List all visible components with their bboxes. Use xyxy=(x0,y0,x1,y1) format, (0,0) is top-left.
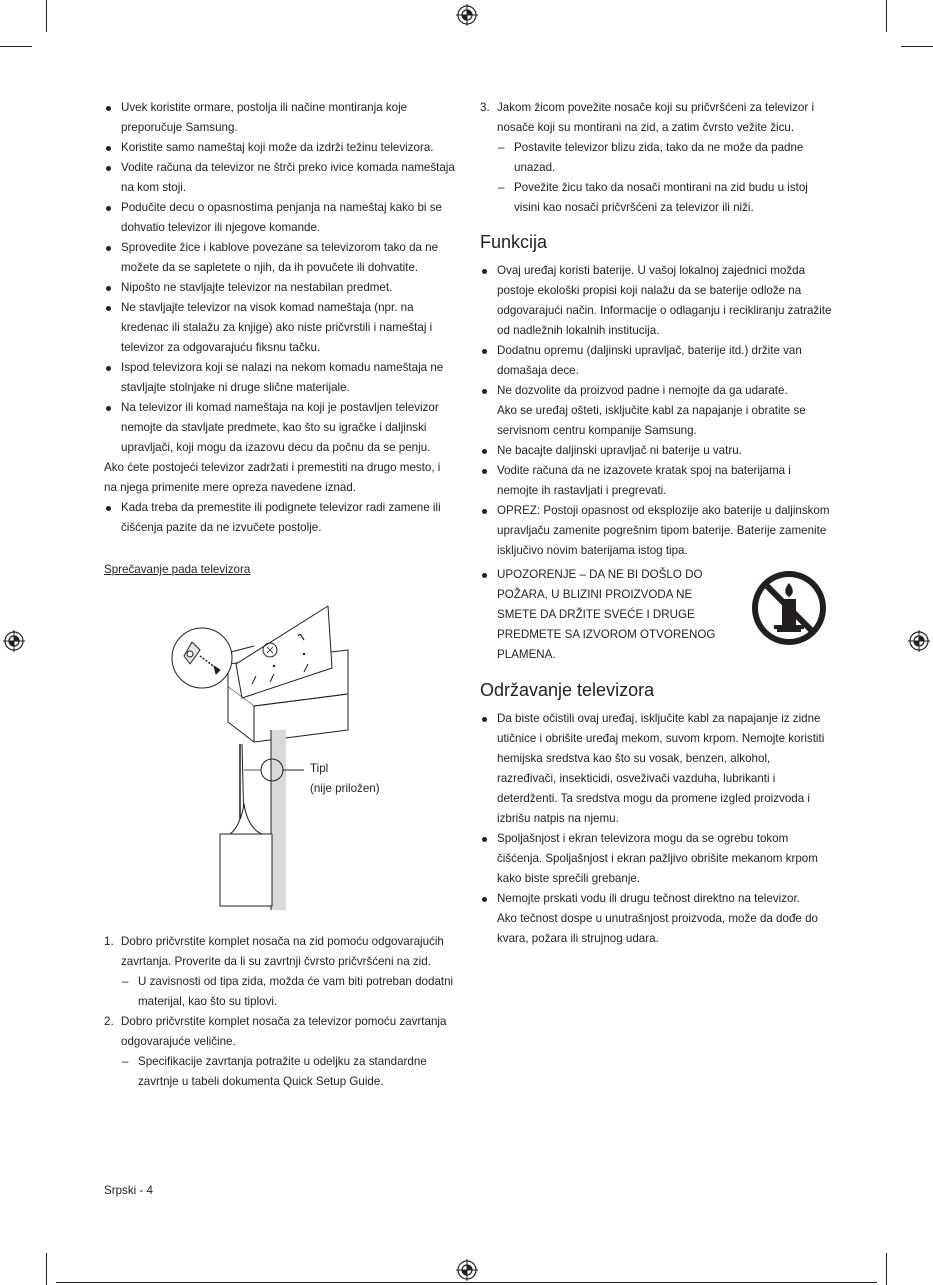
caution-label: OPREZ xyxy=(497,504,537,517)
sub-list xyxy=(497,138,832,218)
list-item: Ne stavljajte televizor na visok komad nameštaja (npr. na kredenac ili stalažu za knjige) ako niste pričvrstili i nameštaj i televizor za odgovarajuću fiksnu tačku. xyxy=(104,298,456,358)
list-item xyxy=(480,889,832,949)
step-text: Jakom žicom povežite nosače koji su pričvršćeni za televizor i nosače koji su montirani na zid, a zatim čvrsto vežite žicu. xyxy=(497,101,815,134)
step-number: 3. xyxy=(480,101,490,114)
fire-warning-block xyxy=(480,565,832,665)
list-item: – Povežite žicu tako da nosači montirani na zid budu u istoj visini kao nosači pričvršćeni za televizor ili niži. xyxy=(497,178,832,218)
page-footer: Srpski - 4 xyxy=(104,1184,153,1197)
registration-mark-icon xyxy=(3,630,25,652)
left-column xyxy=(104,98,456,1092)
sub-list xyxy=(121,1052,456,1092)
step-number: 2. xyxy=(104,1015,114,1028)
crop-mark xyxy=(0,46,32,47)
anchor-label: Tipl xyxy=(310,762,329,775)
list-item: Podučite decu o opasnostima penjanja na nameštaj kako bi se dohvatio televizor ili njegove komande. xyxy=(104,198,456,238)
section-heading: Funkcija xyxy=(480,232,548,252)
list-item xyxy=(104,1012,456,1092)
list-item: Na televizor ili komad nameštaja na koji je postavljen televizor nemojte da stavljate predmete, kao što su igračke i daljinski upravljači, koji mogu da izazovu decu da počnu da se penju. xyxy=(104,398,456,458)
step-number: 1. xyxy=(104,935,114,948)
step-text: Dobro pričvrstite komplet nosača za televizor pomoću zavrtanja odgovarajuće veličine. xyxy=(121,1015,447,1048)
registration-mark-icon xyxy=(908,630,930,652)
list-item: Vodite računa da ne izazovete kratak spoj na baterijama i nemojte ih rastavljati i pregrevati. xyxy=(480,461,832,501)
spray-warning: Nemojte prskati vodu ili drugu tečnost direktno na televizor. xyxy=(497,892,800,905)
mounting-steps xyxy=(480,98,832,218)
step-text: Dobro pričvrstite komplet nosača na zid pomoću odgovarajućih zavrtanja. Proverite da li su zavrtnji čvrsto pričvršćeni na zid. xyxy=(121,935,444,968)
crop-mark xyxy=(46,0,47,32)
drop-warning: Ne dozvolite da proizvod padne i nemojte da ga udarate. xyxy=(497,384,788,397)
list-item: – Postavite televizor blizu zida, tako da ne može da padne unazad. xyxy=(497,138,832,178)
no-open-flame-icon xyxy=(750,569,828,647)
list-item: Nipošto ne stavljajte televizor na nestabilan predmet. xyxy=(104,278,456,298)
safety-bullet-list xyxy=(104,98,456,458)
list-item: Kada treba da premestite ili podignete televizor radi zamene ili čišćenja pazite da ne izvučete postolje. xyxy=(104,498,456,538)
safety-bullet-list xyxy=(104,498,456,538)
list-item xyxy=(480,98,832,218)
function-bullet-list xyxy=(480,261,832,561)
list-item: Dodatnu opremu (daljinski upravljač, baterije itd.) držite van domašaja dece. xyxy=(480,341,832,381)
list-item: – U zavisnosti od tipa zida, možda će vam biti potreban dodatni materijal, kao što su tiplovi. xyxy=(121,972,456,1012)
list-item: Ovaj uređaj koristi baterije. U vašoj lokalnoj zajednici možda postoje ekološki propisi koji nalažu da se baterije odlože na odgovarajući način. Informacije o odlaganju i recikliranju zatražite od nadležnih lokalnih institucija. xyxy=(480,261,832,341)
list-item: Ne bacajte daljinski upravljač ni baterije u vatru. xyxy=(480,441,832,461)
anchor-note: (nije priložen) xyxy=(310,782,380,795)
crop-mark xyxy=(56,1282,877,1283)
registration-mark-icon xyxy=(456,1259,478,1281)
crop-mark xyxy=(886,1253,887,1285)
list-item xyxy=(104,932,456,1012)
wall-anchor-figure xyxy=(104,594,456,932)
crop-mark xyxy=(46,1253,47,1285)
crop-mark xyxy=(901,46,933,47)
crop-mark xyxy=(886,0,887,32)
list-item: Ispod televizora koji se nalazi na nekom komadu nameštaja ne stavljajte stolnjake ni druge slične materijale. xyxy=(104,358,456,398)
list-item: Uvek koristite ormare, postolja ili načine montiranja koje preporučuje Samsung. xyxy=(104,98,456,138)
list-item: Spoljašnjost i ekran televizora mogu da se ogrebu tokom čišćenja. Spoljašnjost i ekran pažljivo obrišite mekanom krpom kako biste sprečili grebanje. xyxy=(480,829,832,889)
list-item xyxy=(480,381,832,441)
liquid-damage-notice: Ako tečnost dospe u unutrašnjost proizvoda, može da dođe do kvara, požara ili strujnog udara. xyxy=(497,912,818,945)
relocation-paragraph: Ako ćete postojeći televizor zadržati i premestiti na drugo mesto, i na njega primenite mere opreza navedene iznad. xyxy=(104,461,441,494)
damage-notice: Ako se uređaj ošteti, isključite kabl za napajanje i obratite se servisnom centru kompanije Samsung. xyxy=(497,404,806,437)
registration-mark-icon xyxy=(456,4,478,26)
tv-wall-anchor-illustration xyxy=(104,594,456,932)
list-item: UPOZORENJE – DA NE BI DOŠLO DO POŽARA, U BLIZINI PROIZVODA NE SMETE DA DRŽITE SVEĆE I DRUGE PREDMETE SA IZVOROM OTVORENOG PLAMENA. xyxy=(480,565,719,665)
list-item: Sprovedite žice i kablove povezane sa televizorom tako da ne možete da se sapletete o njih, da ih povučete ili dohvatite. xyxy=(104,238,456,278)
list-item: – Specifikacije zavrtanja potražite u odeljku za standardne zavrtnje u tabeli dokumenta Quick Setup Guide. xyxy=(121,1052,456,1092)
caution-text: : Postoji opasnost od eksplozije ako baterije u daljinskom upravljaču zamenite pogrešnim tipom baterije. Baterije zamenite isključivo novim baterijama istog tipa. xyxy=(497,504,830,557)
maintenance-bullet-list xyxy=(480,709,832,949)
list-item: Vodite računa da televizor ne štrči preko ivice komada nameštaja na kom stoji. xyxy=(104,158,456,198)
sub-list xyxy=(121,972,456,1012)
mounting-steps xyxy=(104,932,456,1092)
list-item: Da biste očistili ovaj uređaj, isključite kabl za napajanje iz zidne utičnice i obrišite uređaj mekom, suvom krpom. Nemojte koristiti hemijska sredstva kao što su vosak, benzen, alkohol, razređivači, insekticidi, osveživači vazduha, lubrikanti i deterdženti. Ta sredstva mogu da promene izgled proizvoda i izbrišu natpis na njemu. xyxy=(480,709,832,829)
section-heading: Održavanje televizora xyxy=(480,680,655,700)
list-item: Koristite samo nameštaj koji može da izdrži težinu televizora. xyxy=(104,138,456,158)
right-column xyxy=(480,98,832,949)
list-item xyxy=(480,501,832,561)
section-subheading: Sprečavanje pada televizora xyxy=(104,563,251,576)
